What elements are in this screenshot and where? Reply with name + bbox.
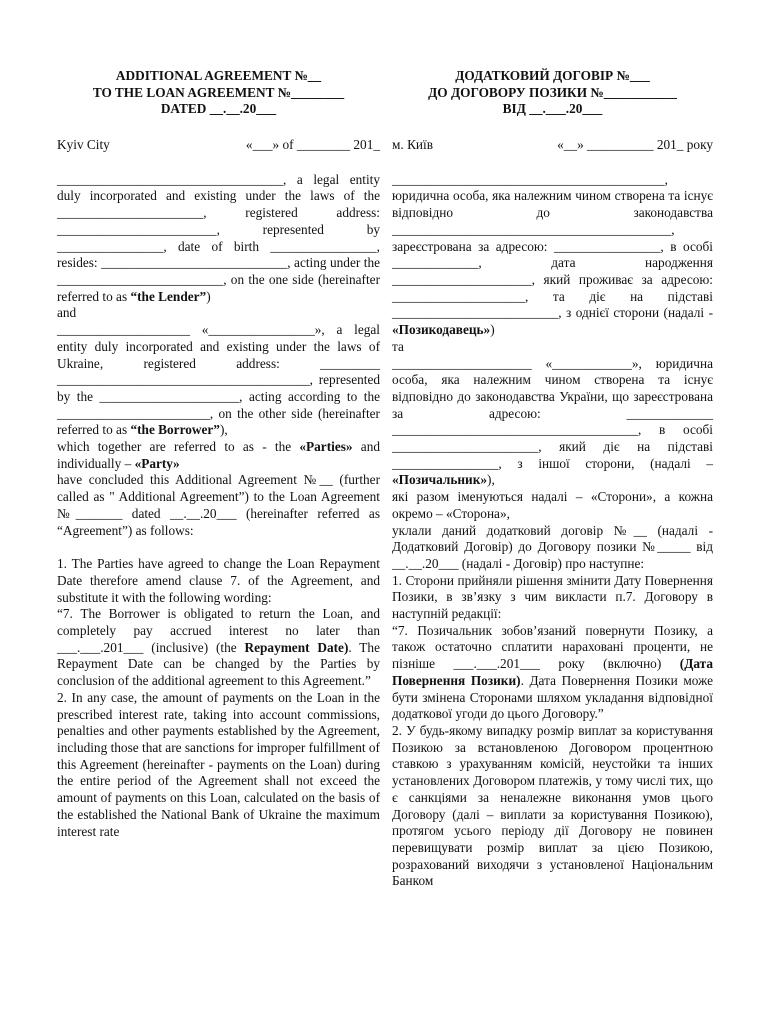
ukrainian-column xyxy=(392,68,713,890)
english-title xyxy=(57,68,380,118)
english-clause-1: 1. The Parties have agreed to change the Loan Repayment Date therefore amend clause 7. of the Agreement, and substitute it with the following wording: xyxy=(57,556,380,605)
english-body xyxy=(57,172,380,840)
ukrainian-body xyxy=(392,172,713,890)
english-clause-7-wording: “7. The Borrower is obligated to return the Loan, and completely pay accrued interest no later than ___.___.201___ (inclusive) (the Repayment Date). The Repayment Date can be changed by the Parties by conclusion of the additional agreement to this Agreement.” xyxy=(57,606,380,689)
ukrainian-clause-7-wording: “7. Позичальник зобов’язаний повернути Позику, а також остаточно сплатити нараховані проценти, не пізніше ___.___.201___ року (включно) (Дата Повернення Позики). Дата Повернення Позики може бути змінена Сторонами шляхом укладання відповідної додаткової угоди до цього Договору.” xyxy=(392,622,713,722)
english-city: Kyiv City xyxy=(57,136,110,152)
ukrainian-borrower-paragraph: _____________________ «____________», юридична особа, яка належним чином створена та існує відповідно до законодавства України, що зареєстрована за адресою: _____________ _____________________________________, в особі ______________________, який діє на підставі ________________, з іншої сторони, (надалі – «Позичальник»), xyxy=(392,355,713,488)
english-concluded-paragraph: have concluded this Additional Agreement №__ (further called as " Additional Agreement”) to the Loan Agreement №_______ dated __.__.20___ (hereinafter referred as “Agreement”) as follows: xyxy=(57,472,380,538)
ukrainian-clause-2: 2. У будь-якому випадку розмір виплат за користування Позикою за встановленою Договором процентною ставкою з урахуванням комісій, неустойки та інших установлених Договором платежів, у тому числі тих, що є санкціями за неналежне виконання умов цього Договору (далі – виплати за користування Позикою), протягом усього періоду дії Договору не повинен перевищувати розмір виплат за цією Позикою, розрахований виходячи з установленої Національним Банком xyxy=(392,722,713,889)
ukrainian-date: «__» __________ 201_ року xyxy=(557,136,713,152)
english-title-line-2: TO THE LOAN AGREEMENT №________ xyxy=(92,84,345,100)
ukrainian-title-line-2: ДО ДОГОВОРУ ПОЗИКИ №___________ xyxy=(428,84,677,100)
ukrainian-parties-paragraph: які разом іменуються надалі – «Сторони», а кожна окремо – «Сторона», xyxy=(392,489,713,521)
english-spacer xyxy=(57,539,380,556)
ukrainian-and: та xyxy=(392,338,404,354)
english-title-line-1: ADDITIONAL AGREEMENT №__ xyxy=(115,68,322,83)
ukrainian-clause-1: 1. Сторони прийняли рішення змінити Дату Повернення Позики, в зв’язку з чим викласти п.7. Договору в наступній редакції: xyxy=(392,572,713,622)
english-and: and xyxy=(57,305,77,321)
english-place-date-row xyxy=(57,137,380,154)
english-borrower-paragraph: ____________________ «________________», a legal entity duly incorporated and existing under the laws of Ukraine, registered address: _________ ______________________________________, represented by the _____________________, acting according to the _______________________, on the other side (hereinafter referred to as “the Borrower”), xyxy=(57,322,380,438)
ukrainian-city: м. Київ xyxy=(392,136,434,152)
english-parties-paragraph: which together are referred to as - the «Parties» and individually – «Party» xyxy=(57,439,381,471)
ukrainian-concluded-paragraph: уклали даний додатковий договір №__ (надалі - Додатковий Договір) до Договору позики №_____ від __.__.20___ (надалі - Договір) про наступне: xyxy=(392,522,713,571)
english-column xyxy=(57,68,380,840)
english-title-line-3: DATED __.__.20___ xyxy=(160,101,277,117)
ukrainian-lender-paragraph: _________________________________________, юридична особа, яка належним чином створена та існує відповідно до законодавства __________________________________________, зареєстрована за адресою: ________________, в особі _____________, дата народження _____________________, який проживає за адресою: ____________________, та діє на підставі _________________________, з однієї сторони (надалі - «Позикодавець») xyxy=(392,171,713,338)
ukrainian-title-line-1: ДОДАТКОВИЙ ДОГОВІР №___ xyxy=(455,68,650,83)
english-date: «___» of ________ 201_ xyxy=(245,136,380,152)
ukrainian-place-date-row xyxy=(392,137,713,154)
english-lender-paragraph: __________________________________, a legal entity duly incorporated and existing under the laws of the ______________________, registered address: ________________________, represented by ________________, date of birth ________________, resides: ____________________________, acting under the _________________________, on the one side (hereinafter referred to as “the Lender”) xyxy=(57,171,380,304)
english-clause-2: 2. In any case, the amount of payments on the Loan in the prescribed interest rate, taking into account commissions, penalties and other payments established by the Agreement, including those that are sanctions for improper fulfillment of this Agreement (hereinafter - payments on the Loan) during the entire period of the Agreement shall not exceed the amount of payments on this Loan, calculated on the basis of the established the National Bank of Ukraine the maximum interest rate xyxy=(57,689,380,839)
ukrainian-title xyxy=(392,68,713,118)
ukrainian-title-line-3: ВІД __.___.20___ xyxy=(502,101,603,117)
